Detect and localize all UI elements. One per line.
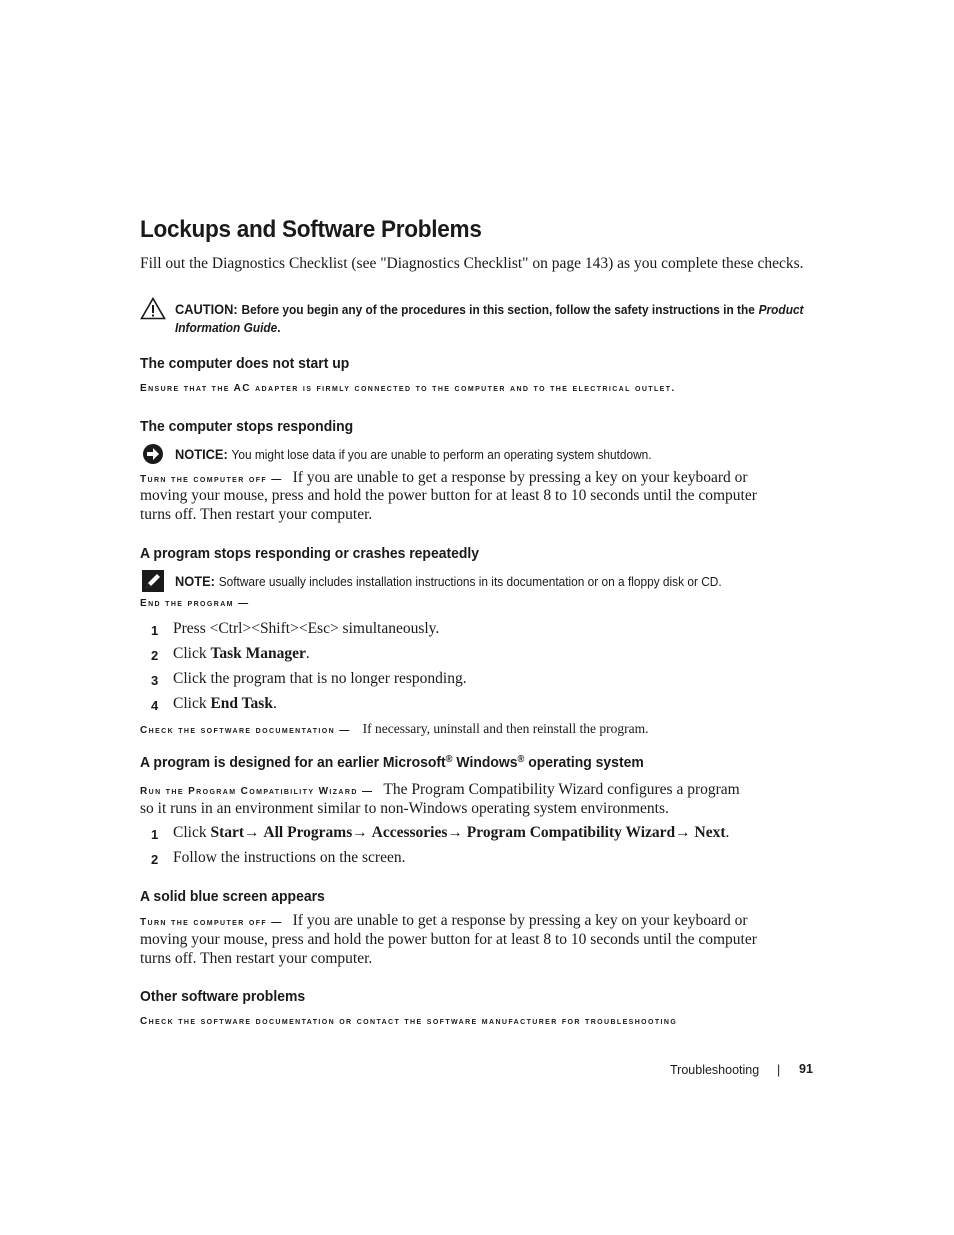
heading-blue-screen: A solid blue screen appears — [140, 888, 325, 905]
blue-line2: moving your mouse, press and hold the power button for at least 8 to 10 seconds until the computer — [140, 931, 757, 948]
step-text: Press <Ctrl><Shift><Esc> simultaneously. — [173, 620, 440, 637]
caution-italic-line2: Information Guide — [175, 321, 278, 335]
notice-label: NOTICE: — [175, 447, 228, 462]
caution-text: Before you begin any of the procedures in this section, follow the safety instructions in the — [241, 303, 755, 317]
heading-computer-stops-responding: The computer stops responding — [140, 418, 354, 435]
compat-wizard-paragraph — [140, 781, 740, 799]
action-check-docs-manufacturer: Check the software documentation or contact the software manufacturer for troubleshooting — [140, 1016, 678, 1027]
blue-screen-paragraph — [140, 912, 748, 930]
step-number: 2 — [151, 648, 159, 663]
page-number: 91 — [799, 1062, 813, 1076]
step-2 — [151, 645, 310, 665]
ui-accessories: Accessories — [371, 824, 448, 841]
ui-start: Start — [210, 824, 245, 841]
ui-all-programs: All Programs — [263, 824, 353, 841]
note-label: NOTE: — [175, 574, 215, 589]
wizard-step-2 — [151, 849, 406, 869]
step-text: Click the program that is no longer responding. — [173, 670, 467, 687]
ui-end-task: End Task — [210, 695, 273, 712]
turn-off-line3: turns off. Then restart your computer. — [140, 506, 373, 523]
check-docs-paragraph — [140, 720, 649, 738]
turn-off-paragraph — [140, 469, 748, 487]
compat-line2: so it runs in an environment similar to non-Windows operating system environments. — [140, 800, 669, 817]
turn-off-line1: If you are unable to get a response by pressing a key on your keyboard or — [292, 469, 748, 486]
action-end-program: End the program — — [140, 598, 250, 609]
heading-earlier-windows: A program is designed for an earlier Microsoft® Windows® operating system — [140, 754, 644, 771]
step-text: Follow the instructions on the screen. — [173, 849, 406, 866]
footer-section: Troubleshooting — [670, 1063, 760, 1077]
step-text: Click End Task. — [173, 695, 277, 712]
action-ensure-ac-adapter: Ensure that the AC adapter is firmly connected to the computer and to the electrical outlet. — [140, 383, 676, 394]
blue-line1: If you are unable to get a response by pressing a key on your keyboard or — [292, 912, 748, 929]
note-block — [175, 573, 722, 591]
step-number: 1 — [151, 623, 159, 638]
step-number: 2 — [151, 852, 159, 867]
action-check-docs-label: Check the software documentation — — [140, 725, 351, 736]
heading-other-software: Other software problems — [140, 988, 306, 1005]
notice-text: You might lose data if you are unable to perform an operating system shutdown. — [231, 448, 652, 462]
action-turn-off-label-2: Turn the computer off — — [140, 917, 283, 928]
caution-end: . — [277, 321, 281, 335]
blue-line3: turns off. Then restart your computer. — [140, 950, 373, 967]
wizard-step-1 — [151, 824, 730, 844]
ui-program-compat-wizard: Program Compatibility Wizard — [466, 824, 676, 841]
caution-block-line2 — [175, 319, 281, 337]
ui-next: Next — [694, 824, 726, 841]
page-title: Lockups and Software Problems — [140, 216, 482, 243]
step-3 — [151, 670, 467, 690]
notice-icon — [142, 443, 164, 465]
heading-program-stops-responding: A program stops responding or crashes repeatedly — [140, 545, 480, 562]
heading-computer-not-start: The computer does not start up — [140, 355, 350, 372]
step-4 — [151, 695, 277, 715]
action-turn-off-label: Turn the computer off — — [140, 474, 283, 485]
compat-line1: The Program Compatibility Wizard configures a program — [383, 781, 740, 798]
caution-block — [175, 301, 804, 319]
turn-off-line2: moving your mouse, press and hold the power button for at least 8 to 10 seconds until the computer — [140, 487, 757, 504]
step-text: Click Task Manager. — [173, 645, 310, 662]
step-1 — [151, 620, 440, 640]
check-docs-text: If necessary, uninstall and then reinstall the program. — [362, 721, 649, 736]
caution-triangle-icon — [140, 297, 166, 320]
caution-italic-line1: Product — [758, 303, 804, 317]
footer-separator: | — [777, 1063, 781, 1077]
note-pencil-icon — [142, 570, 164, 592]
step-number: 4 — [151, 698, 159, 713]
step-text: Click Start→ All Programs→ Accessories→ Program Compatibility Wizard→ Next. — [173, 824, 730, 841]
note-text: Software usually includes installation instructions in its documentation or on a floppy disk or CD. — [218, 575, 722, 589]
notice-block — [175, 446, 652, 464]
action-run-wizard-label: Run the Program Compatibility Wizard — — [140, 786, 374, 797]
step-number: 3 — [151, 673, 159, 688]
caution-label: CAUTION: — [175, 302, 238, 317]
intro-paragraph: Fill out the Diagnostics Checklist (see "Diagnostics Checklist" on page 143) as you complete these checks. — [140, 255, 804, 272]
ui-task-manager: Task Manager — [210, 645, 306, 662]
step-number: 1 — [151, 827, 159, 842]
